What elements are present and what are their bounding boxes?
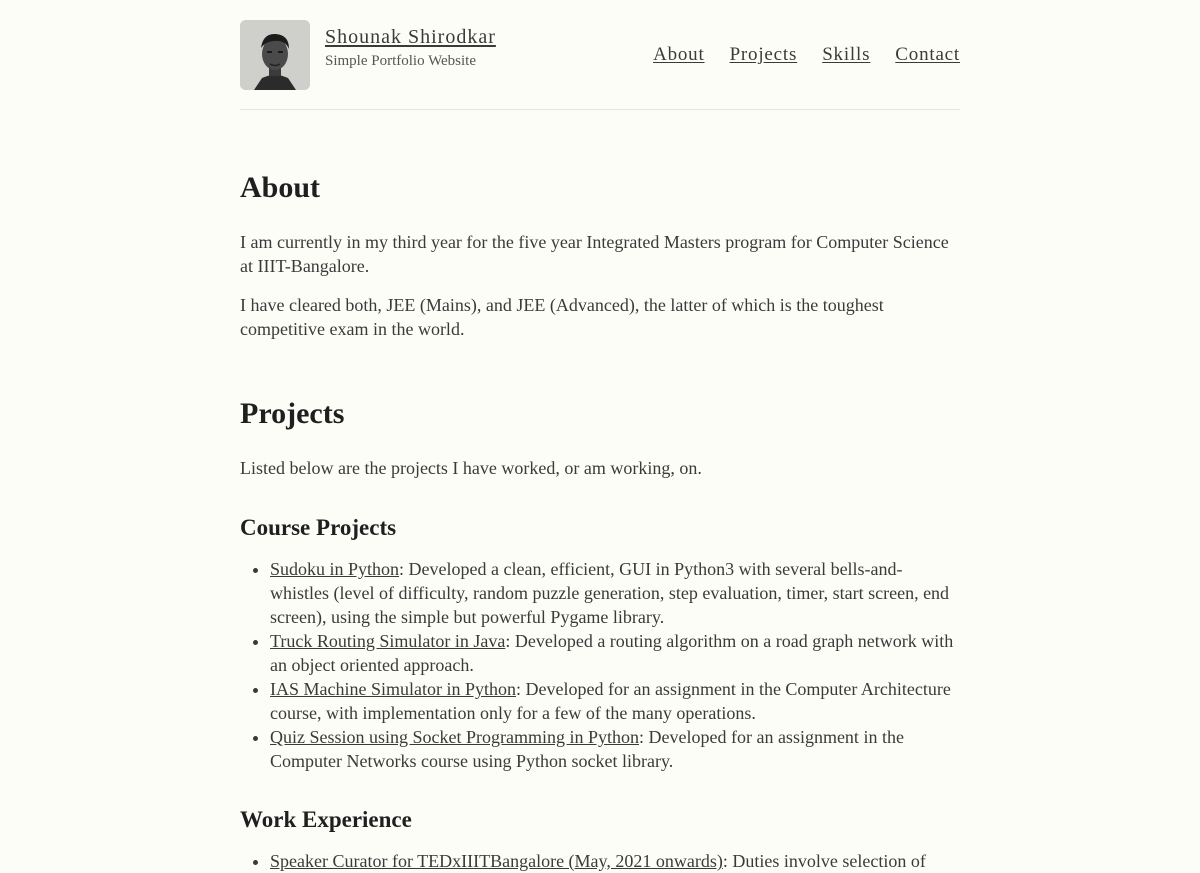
work-description: : Duties involve selection of	[722, 851, 926, 871]
site-title-link[interactable]: Shounak Shirodkar	[325, 26, 496, 48]
about-paragraph: I am currently in my third year for the five year Integrated Masters program for Computer Science at IIIT-Bangalore.	[240, 232, 949, 276]
project-link[interactable]: IAS Machine Simulator in Python	[270, 679, 516, 699]
project-link[interactable]: Quiz Session using Socket Programming in Python	[270, 727, 639, 747]
project-description: : Developed a clean, efficient, GUI in Python3 with several bells-and-whistles (level of difficulty, random puzzle generation, step evaluation, timer, start screen, end screen), using the simple but powerful Pygame library.	[270, 559, 950, 627]
project-description: : Developed for an assignment in the Computer Networks course using Python socket library.	[270, 727, 904, 771]
projects-section	[240, 394, 960, 873]
nav-link-about[interactable]: About	[653, 44, 705, 65]
course-projects-heading: Course Projects	[240, 515, 397, 540]
projects-heading: Projects	[240, 397, 345, 430]
work-link[interactable]: Speaker Curator for TEDxIIITBangalore (May, 2021 onwards)	[270, 851, 723, 871]
site-subtitle: Simple Portfolio Website	[325, 53, 477, 69]
work-experience-list	[240, 849, 960, 873]
project-description: : Developed a routing algorithm on a road graph network with an object oriented approach.	[270, 631, 954, 675]
project-link[interactable]: Sudoku in Python	[270, 559, 400, 579]
site-header	[240, 0, 960, 110]
list-item	[270, 629, 960, 677]
project-link[interactable]: Truck Routing Simulator in Java	[270, 631, 506, 651]
work-experience-heading: Work Experience	[240, 807, 412, 832]
main-nav	[653, 43, 960, 67]
about-paragraph: I have cleared both, JEE (Mains), and JEE (Advanced), the latter of which is the toughest competitive exam in the world.	[240, 295, 884, 339]
nav-link-projects[interactable]: Projects	[729, 44, 798, 65]
page-container	[240, 0, 960, 873]
list-item	[270, 849, 960, 873]
main-content	[240, 110, 960, 873]
list-item	[270, 557, 960, 629]
nav-link-skills[interactable]: Skills	[822, 44, 871, 65]
nav-link-contact[interactable]: Contact	[895, 44, 960, 65]
projects-intro: Listed below are the projects I have worked, or am working, on.	[240, 458, 702, 478]
list-item	[270, 725, 960, 773]
about-section	[240, 168, 960, 341]
project-description: : Developed for an assignment in the Computer Architecture course, with implementation only for a few of the many operations.	[270, 679, 951, 723]
list-item	[270, 677, 960, 725]
brand	[325, 24, 496, 72]
course-projects-list	[240, 557, 960, 773]
portrait-photo-icon	[240, 20, 310, 90]
avatar	[240, 20, 310, 90]
about-heading: About	[240, 171, 321, 204]
